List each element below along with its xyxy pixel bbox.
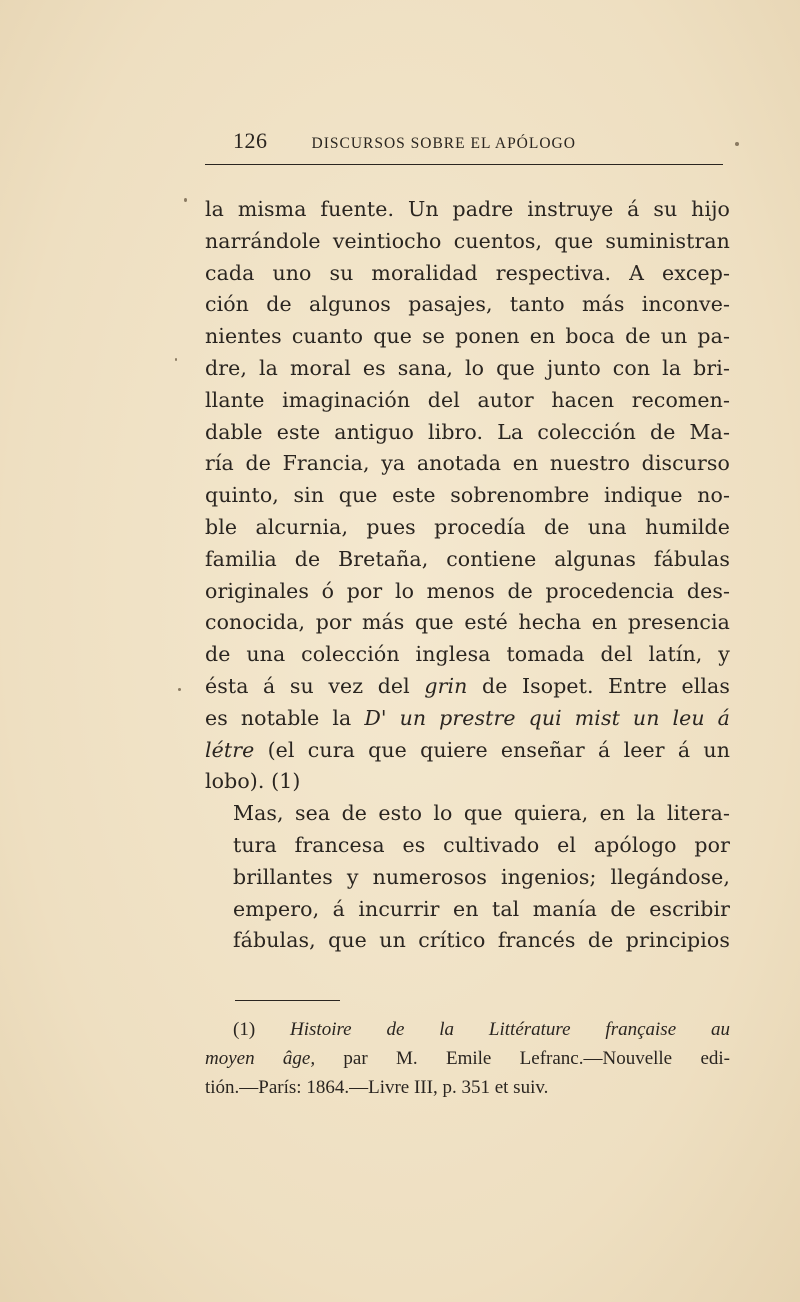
- text-line: empero, á incurrir en tal manía de escribir: [233, 896, 730, 921]
- paragraph-2: [205, 798, 730, 957]
- italic-text: grin: [424, 673, 468, 698]
- text-line: nientes cuanto que se ponen en boca de un pa-: [205, 324, 730, 349]
- text-line: conocida, por más que esté hecha en presencia: [205, 610, 730, 635]
- footnote-marker: (1): [233, 1019, 291, 1040]
- text-line: [205, 671, 730, 703]
- footnote-line: tión.—París: 1864.—Livre III, p. 351 et suiv.: [205, 1077, 549, 1098]
- text-line: ría de Francia, ya anotada en nuestro discurso: [205, 451, 730, 476]
- paper-speck: [735, 142, 739, 146]
- text-run: (el cura que quiere enseñar á leer á un: [254, 737, 730, 762]
- paper-speck: [175, 358, 177, 361]
- paper-speck: [184, 198, 187, 202]
- text-line: llante imaginación del autor hacen recomen-: [205, 387, 730, 412]
- text-line: originales ó por lo menos de procedencia des-: [205, 578, 730, 603]
- page-number: 126: [233, 128, 268, 153]
- text-line: [205, 735, 730, 767]
- footnote-title: moyen âge,: [205, 1048, 316, 1069]
- text-line: brillantes y numerosos ingenios; llegándose,: [233, 864, 730, 889]
- text-line: fábulas, que un crítico francés de principios: [233, 928, 730, 953]
- text-line: narrándole veintiocho cuentos, que suministran: [205, 228, 730, 253]
- paper-speck: [178, 688, 181, 691]
- text-line: Mas, sea de esto lo que quiera, en la litera-: [233, 801, 730, 826]
- footnote-line: [205, 1015, 730, 1044]
- text-line: ción de algunos pasajes, tanto más inconve-: [205, 292, 730, 317]
- text-line: tura francesa es cultivado el apólogo por: [233, 832, 730, 857]
- text-line: ble alcurnia, pues procedía de una humilde: [205, 514, 730, 539]
- footnote-rule: [235, 1000, 340, 1001]
- italic-title: létre: [205, 737, 255, 762]
- running-head: DISCURSOS SOBRE EL APÓLOGO: [311, 135, 576, 152]
- text-line: la misma fuente. Un padre instruye á su hijo: [205, 197, 730, 221]
- text-line: cada uno su moralidad respectiva. A excep-: [205, 260, 730, 285]
- page-header: [205, 128, 727, 158]
- text-line: de una colección inglesa tomada del latín, y: [205, 642, 730, 667]
- text-line: dre, la moral es sana, lo que junto con la bri-: [205, 355, 730, 380]
- text-run: de Isopet. Entre ellas: [467, 673, 731, 698]
- italic-title: D' un prestre qui mist un leu á: [364, 705, 730, 730]
- header-rule: [205, 164, 723, 165]
- paragraph-1: [205, 194, 730, 798]
- text-line: familia de Bretaña, contiene algunas fábulas: [205, 546, 730, 571]
- text-line: quinto, sin que este sobrenombre indique no-: [205, 483, 730, 508]
- body-text: [205, 194, 730, 957]
- text-line: [205, 703, 730, 735]
- text-run: es notable la: [205, 705, 365, 730]
- footnote-line: [205, 1044, 730, 1073]
- text-line: lobo). (1): [205, 769, 301, 794]
- footnote: [205, 1015, 730, 1102]
- footnote-title: Histoire de la Littérature française au: [290, 1019, 730, 1040]
- footnote-text: par M. Emile Lefranc.—Nouvelle edi-: [315, 1048, 730, 1069]
- text-run: ésta á su vez del: [205, 673, 425, 698]
- text-line: dable este antiguo libro. La colección de Ma-: [205, 419, 730, 444]
